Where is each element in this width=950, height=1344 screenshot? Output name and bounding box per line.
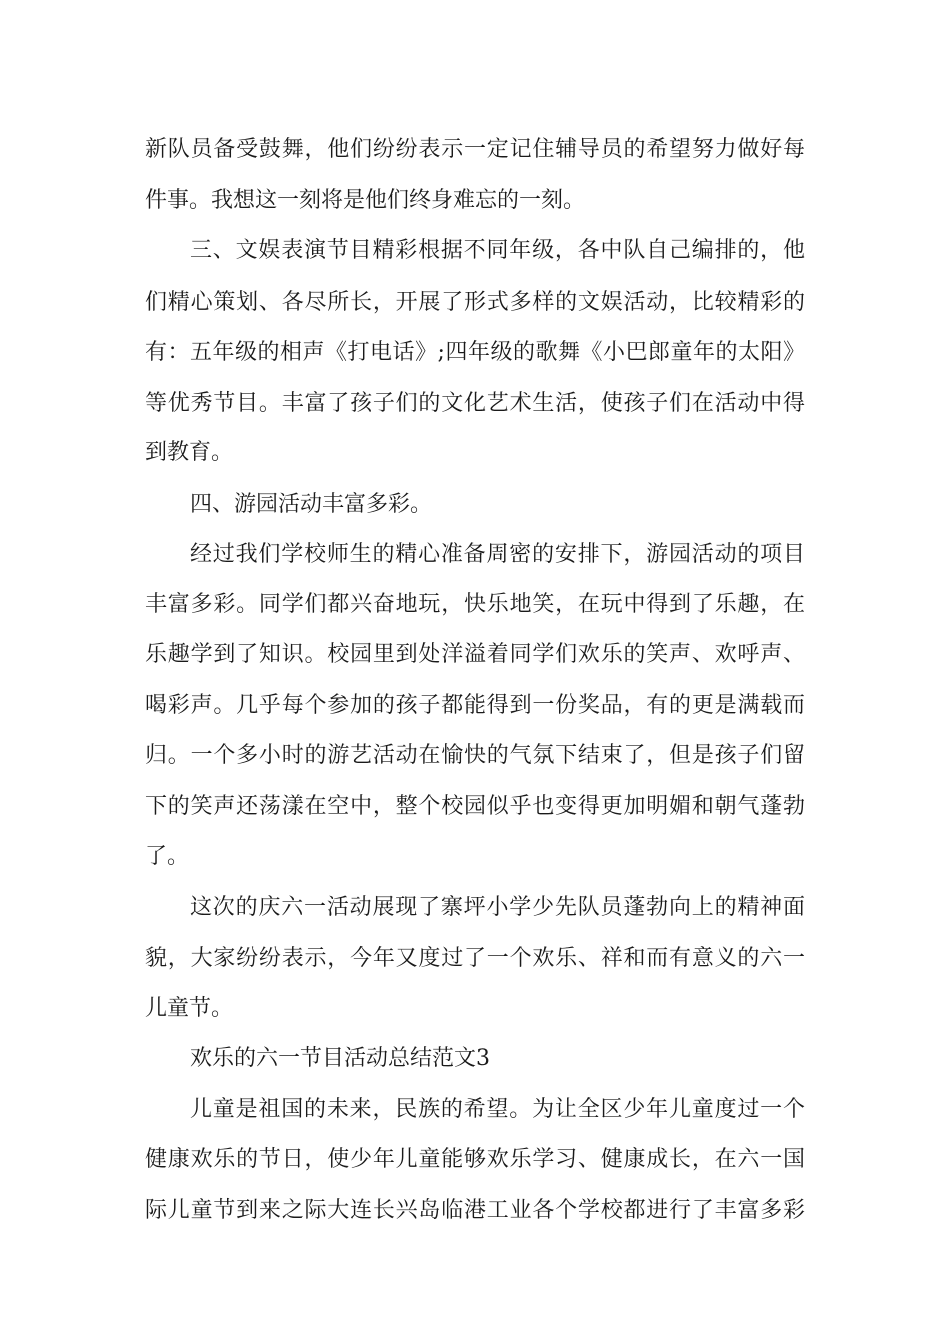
section-heading: 四、游园活动丰富多彩。 [190, 492, 433, 517]
text-line: 乐趣学到了知识。校园里到处洋溢着同学们欢乐的笑声、欢呼声、 [145, 642, 805, 667]
paragraph-first-line: 这次的庆六一活动展现了寨坪小学少先队员蓬勃向上的精神面 [190, 895, 805, 920]
text-line: 了。 [145, 844, 190, 869]
text-line: 下的笑声还荡漾在空中，整个校园似乎也变得更加明媚和朝气蓬勃 [145, 794, 805, 819]
text-line: 新队员备受鼓舞，他们纷纷表示一定记住辅导员的希望努力做好每 [145, 137, 805, 162]
text-line: 丰富多彩。同学们都兴奋地玩，快乐地笑，在玩中得到了乐趣，在 [145, 592, 805, 617]
text-line: 们精心策划、各尽所长，开展了形式多样的文娱活动，比较精彩的 [145, 290, 805, 315]
paragraph-first-line: 经过我们学校师生的精心准备周密的安排下，游园活动的项目 [190, 542, 805, 567]
text-line: 到教育。 [145, 440, 234, 465]
text-line: 儿童节。 [145, 996, 234, 1021]
text-line: 等优秀节目。丰富了孩子们的文化艺术生活，使孩子们在活动中得 [145, 391, 805, 416]
text-line: 际儿童节到来之际大连长兴岛临港工业各个学校都进行了丰富多彩 [145, 1198, 805, 1223]
article-title: 欢乐的六一节目活动总结范文3 [190, 1046, 490, 1071]
section-heading-line: 三、文娱表演节目精彩根据不同年级，各中队自己编排的，他 [190, 238, 805, 263]
text-line: 有：五年级的相声《打电话》;四年级的歌舞《小巴郎童年的太阳》 [145, 340, 805, 365]
text-line: 件事。我想这一刻将是他们终身难忘的一刻。 [145, 188, 586, 213]
paragraph-first-line: 儿童是祖国的未来，民族的希望。为让全区少年儿童度过一个 [190, 1097, 805, 1122]
text-line: 喝彩声。几乎每个参加的孩子都能得到一份奖品，有的更是满载而 [145, 693, 805, 718]
text-line: 健康欢乐的节日，使少年儿童能够欢乐学习、健康成长，在六一国 [145, 1147, 805, 1172]
text-line: 貌，大家纷纷表示，今年又度过了一个欢乐、祥和而有意义的六一 [145, 946, 805, 971]
text-line: 归。一个多小时的游艺活动在愉快的气氛下结束了，但是孩子们留 [145, 743, 805, 768]
